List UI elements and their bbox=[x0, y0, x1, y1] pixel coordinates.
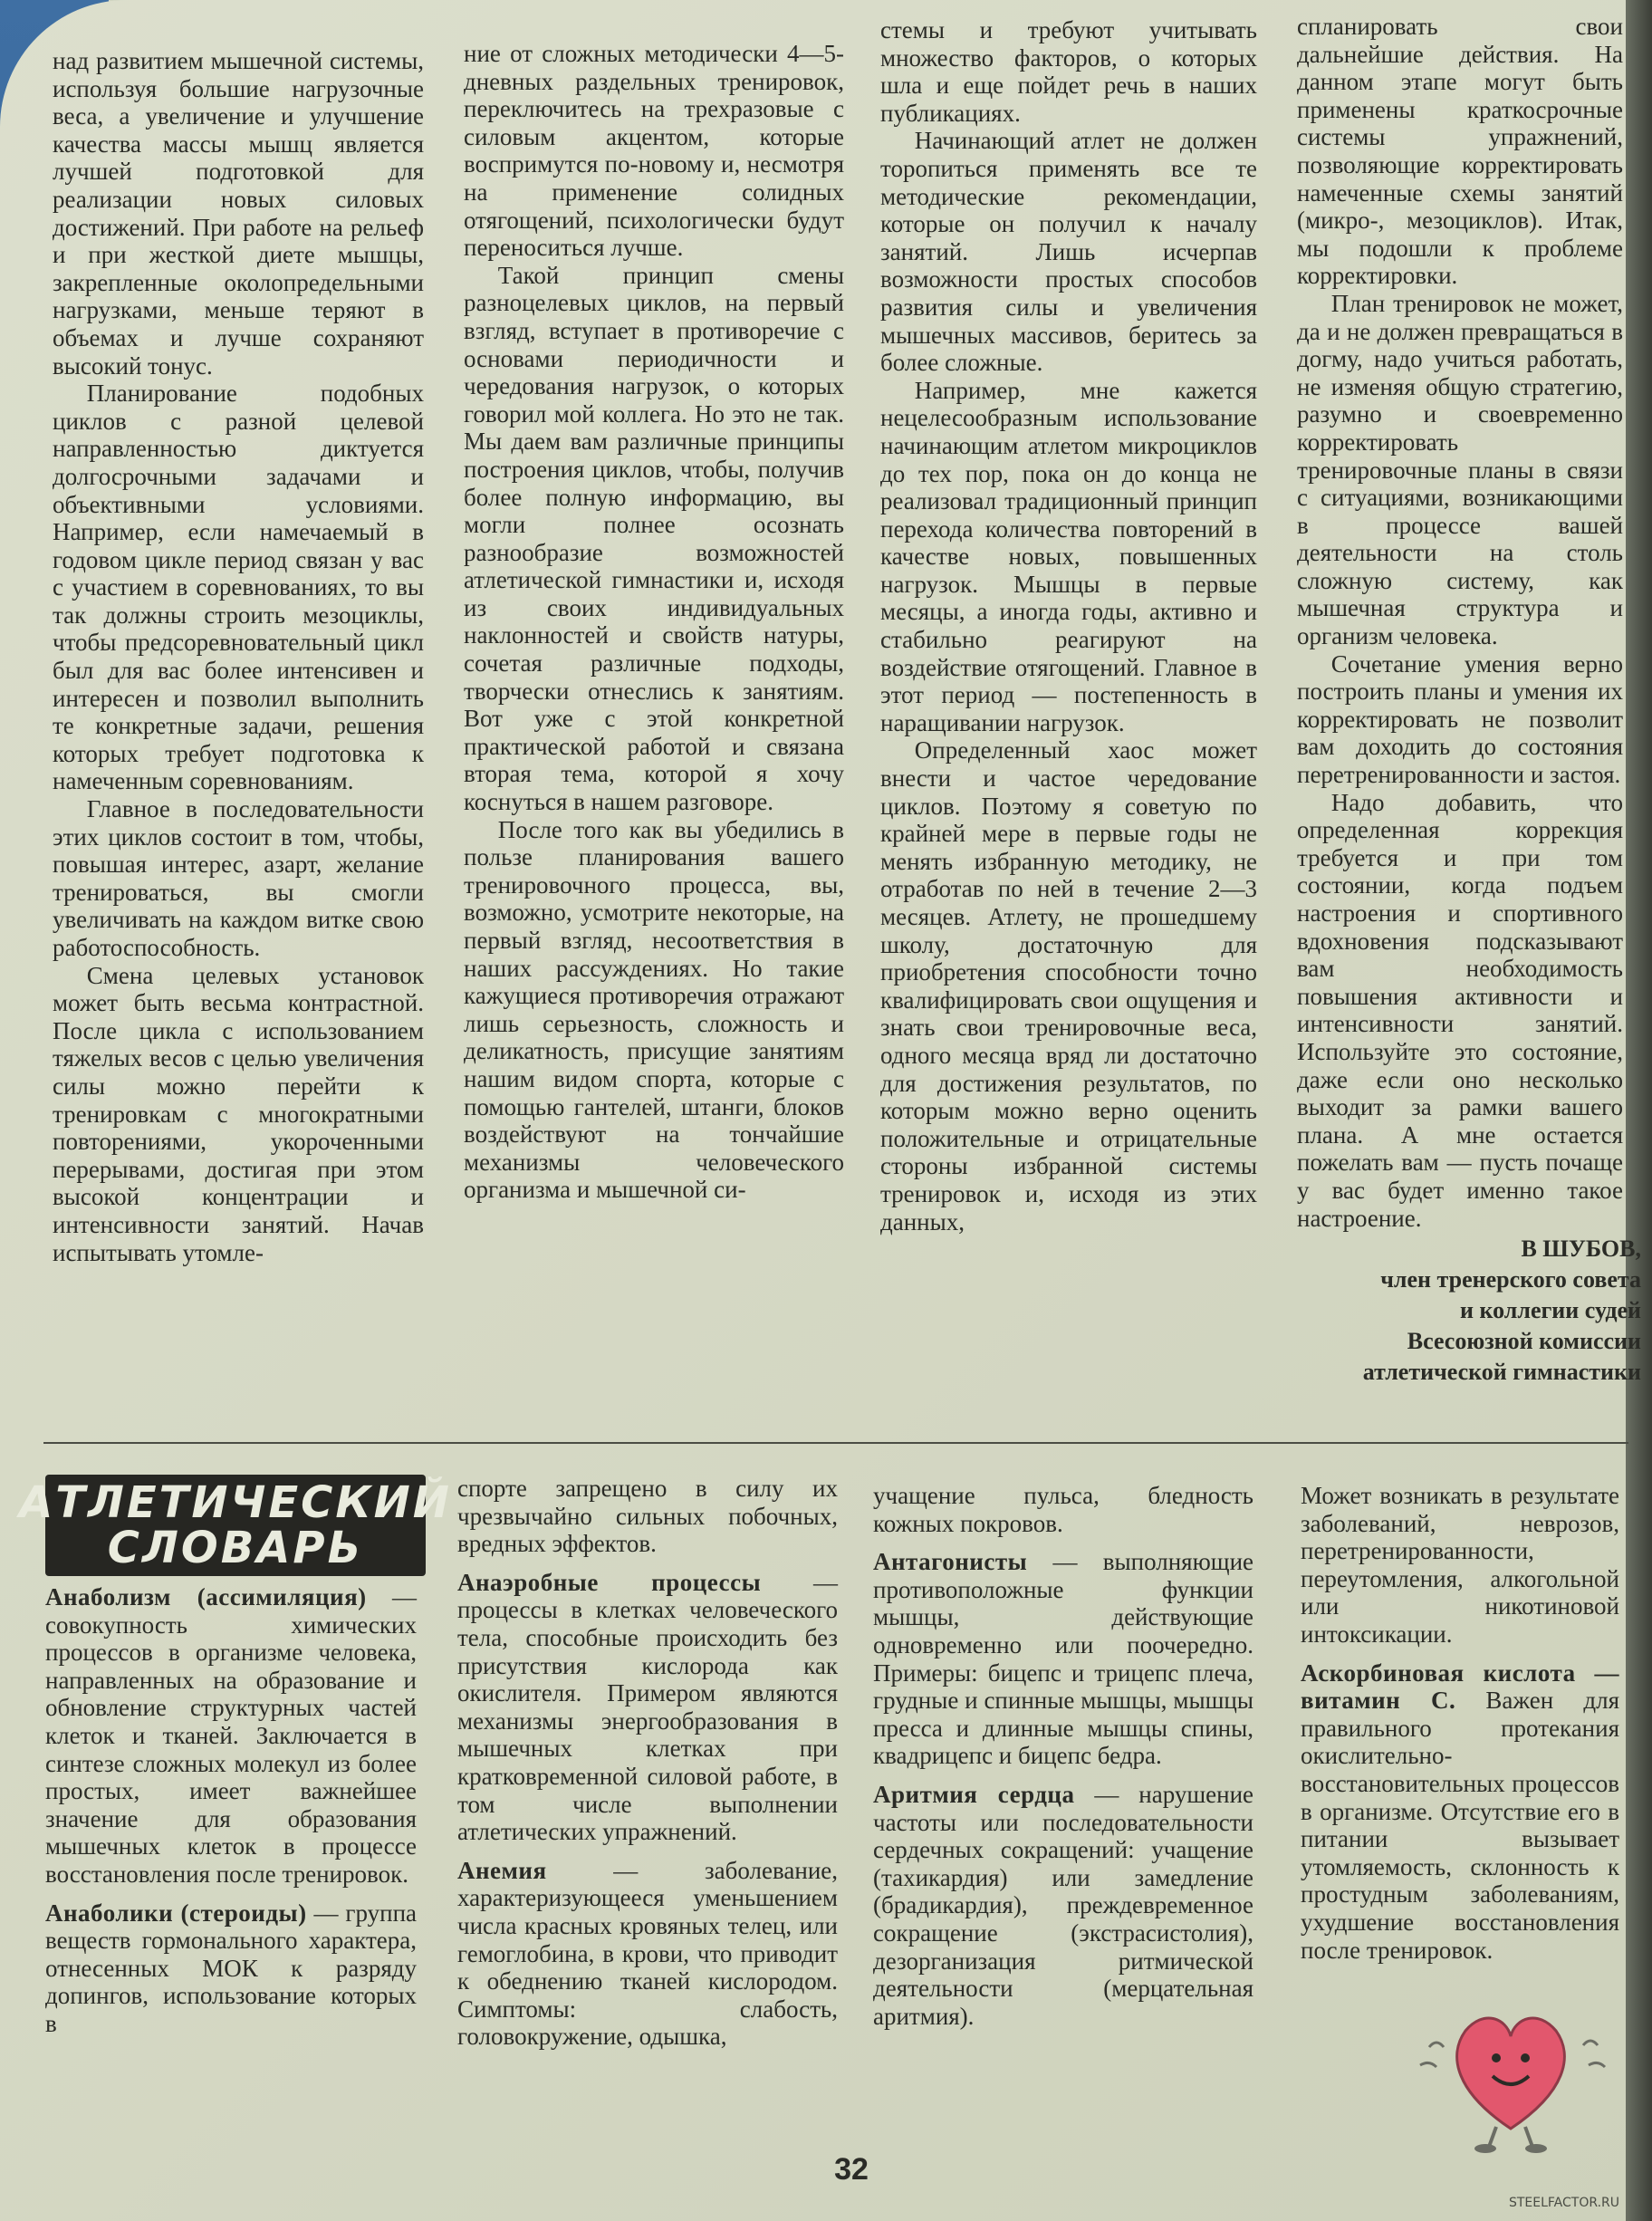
author-signature bbox=[1297, 1234, 1641, 1388]
dictionary-entry bbox=[873, 1482, 1253, 1537]
dictionary-term: Анаэробные процессы bbox=[457, 1568, 762, 1596]
dictionary-entry bbox=[45, 1899, 417, 2038]
dictionary-header bbox=[19, 1475, 452, 1576]
dictionary-definition: — выполняющие противоположные функции мышцы, действующие одновременно или поочередно. Примеры: бицепс и трицепс плеча, грудные и спинные мышцы, мышцы пресса и длинные мышцы спины, квадрицепс и бицепс бедра. bbox=[873, 1548, 1253, 1770]
binding-shadow bbox=[1626, 0, 1652, 2221]
dictionary-title-line: АТЛЕТИЧЕСКИЙ bbox=[19, 1477, 452, 1528]
article-column-3 bbox=[880, 16, 1257, 1366]
dictionary-column-3 bbox=[873, 1482, 1253, 2134]
dictionary-definition: — заболевание, характеризующееся уменьшением числа красных кровяных телец, или гемоглобина, в крови, что приводит к обеднению тканей кислородом. Симптомы: слабость, головокружение, одышка, bbox=[457, 1856, 838, 2051]
dictionary-column-1 bbox=[45, 1583, 417, 2118]
author-name: В ШУБОВ, bbox=[1521, 1235, 1641, 1262]
dictionary-definition: — процессы в клетках человеческого тела, способные происходить без присутствия кислорода как окислителя. Примером являются механизмы энергообразования в мышечных клетках при кратковременной силовой работе, в том числе выполнении атлетических упражнений. bbox=[457, 1568, 838, 1846]
paragraph: Например, мне кажется нецелесообразным использование начинающим атлетом микроциклов до тех пор, пока он до конца не реализовал традиционный принцип перехода количества повторений в качестве новых, повышенных нагрузок. Мышцы в первые месяцы, а иногда годы, активно и стабильно реагируют на воздействие отягощений. Главное в этот период — постепенность в наращивании нагрузок. bbox=[880, 376, 1257, 736]
dictionary-definition: Важен для правильного протекания окислительно-восстановительных процессов в организме. Отсутствие его в питании вызывает утомляемость, склонность к простудным заболеваниям, ухудшение восстановления после тренировок. bbox=[1301, 1687, 1619, 1964]
dictionary-definition: учащение пульса, бледность кожных покровов. bbox=[873, 1482, 1253, 1537]
paragraph: Определенный хаос может внести и частое чередование циклов. Поэтому я советую по крайней мере в первые годы не менять избранную методику, не отработав по ней в течение 2—3 месяцев. Атлету, не прошедшему школу, достаточную для приобретения способности точно квалифицировать свои ощущения и знать свои тренировочные веса, одного месяца вряд ли достаточно для достижения результатов, по которым можно верно оценить положительные и отрицательные стороны избранной системы тренировок и, исходя из этих данных, bbox=[880, 736, 1257, 1235]
heart-mascot-icon bbox=[1402, 1975, 1619, 2156]
dictionary-entry bbox=[457, 1857, 838, 2051]
dictionary-column-4 bbox=[1301, 1482, 1619, 1964]
article-column-4 bbox=[1297, 13, 1623, 1232]
dictionary-definition: — совокупность химических процессов в организме человека, направленных на образование и обновление структурных частей клеток и тканей. Заключается в синтезе сложных молекул из более простых, имеет важнейшее значение для образования мышечных клеток в процессе восстановления после тренировок. bbox=[45, 1583, 417, 1888]
dictionary-term: Анаболизм (ассимиляция) bbox=[45, 1583, 367, 1610]
dictionary-definition: спорте запрещено в силу их чрезвычайно сильных побочных, вредных эффектов. bbox=[457, 1475, 838, 1558]
dictionary-title-line: СЛОВАРЬ bbox=[107, 1523, 364, 1573]
paragraph: над развитием мышечной системы, используя большие нагрузочные веса, а увеличение и улучшение качества массы мышц является лучшей подготовкой для реализации новых силовых достижений. При работе на рельеф и при жесткой диете мышцы, закрепленные околопредельными нагрузками, меньше теряют в объемах и лучше сохраняют высокий тонус. bbox=[53, 47, 424, 380]
paragraph: План тренировок не может, да и не должен превращаться в догму, надо учиться работать, не изменяя общую стратегию, разумно и своевременно корректировать тренировочные планы в связи с ситуациями, возникающими в процессе вашей деятельности на столь сложную систему, как мышечная структура и организм человека. bbox=[1297, 289, 1623, 650]
heart-body bbox=[1457, 2018, 1565, 2129]
paragraph: Смена целевых установок может быть весьма контрастной. После цикла с использованием тяжелых весов с целью увеличения силы можно перейти к тренировкам с многократными повторениями, укороченными перерывами, достигая при этом высокой концентрации и интенсивности занятий. Начав испытывать утомле- bbox=[53, 961, 424, 1266]
dictionary-entry bbox=[873, 1781, 1253, 2030]
article-column-2 bbox=[464, 40, 844, 1366]
dictionary-entry bbox=[1301, 1659, 1619, 1965]
dictionary-entry bbox=[1301, 1482, 1619, 1649]
author-role-line: член тренерского совета bbox=[1380, 1266, 1641, 1293]
dictionary-definition: — группа веществ гормонального характера, отнесенных МОК к разряду допингов, использование которых в bbox=[45, 1899, 417, 2037]
dictionary-definition: Может возникать в результате заболеваний, неврозов, перетренированности, переутомления, алкогольной или никотиновой интоксикации. bbox=[1301, 1482, 1619, 1648]
paragraph: Надо добавить, что определенная коррекция требуется и при том состоянии, когда подъем настроения и спортивного вдохновения подсказывают вам необходимость повышения активности и интенсивности занятий. Используйте это состояние, даже если оно несколько выходит за рамки вашего плана. А мне остается пожелать вам — пусть почаще у вас будет именно такое настроение. bbox=[1297, 788, 1623, 1232]
dictionary-term: Аскорбиновая кислота — витамин С. bbox=[1301, 1659, 1619, 1715]
paragraph: Такой принцип смены разноцелевых циклов, на первый взгляд, вступает в противоречие с основами периодичности и чередования нагрузок, о которых говорил мой коллега. Но это не так. Мы даем вам различные принципы построения циклов, чтобы, получив более полную информацию, вы могли полнее осознать разнообразие возможностей атлетической гимнастики и, исходя из своих индивидуальных наклонностей и свойств натуры, сочетая различные подходы, творчески отнеслись к занятиям. Вот уже с этой конкретной практической работой и связана вторая тема, которой я хочу коснуться в нашем разговоре. bbox=[464, 261, 844, 816]
dictionary-definition: — нарушение частоты или последовательности сердечных сокращений: учащение (тахикардия) или замедление (брадикардия), преждевременное сокращение (экстрасистолия), дезорганизация ритмической деятельности (мерцательная аритмия). bbox=[873, 1780, 1254, 2030]
dictionary-entry bbox=[873, 1548, 1253, 1770]
dictionary-term: Анаболики (стероиды) bbox=[45, 1899, 307, 1927]
source-watermark: STEELFACTOR.RU bbox=[1508, 2196, 1619, 2210]
dictionary-term: Антагонисты bbox=[873, 1548, 1028, 1576]
dictionary-entry bbox=[457, 1475, 838, 1558]
section-divider bbox=[43, 1442, 1628, 1444]
article-column-1 bbox=[53, 47, 424, 1366]
dictionary-entry bbox=[457, 1569, 838, 1846]
paragraph: После того как вы убедились в пользе планирования вашего тренировочного процесса, вы, возможно, усмотрите некоторые, на первый взгляд, несоответствия в наших рассуждениях. Но такие кажущиеся противоречия отражают лишь серьезность, сложность и деликатность, присущие занятиям нашим видом спорта, которые с помощью гантелей, штанги, блоков воздействуют на тончайшие механизмы человеческого организма и мышечной си- bbox=[464, 815, 844, 1204]
paragraph: Планирование подобных циклов с разной целевой направленностью диктуется долгосрочными задачами и объективными условиями. Например, если намечаемый в годовом цикле период связан у вас с участием в соревнованиях, то вы так должны строить мезоциклы, чтобы предсоревновательный цикл был для вас более интенсивен и интересен и позволил выполнить те конкретные задачи, решения которых требует подготовка к намеченным соревнованиям. bbox=[53, 380, 424, 795]
page-number: 32 bbox=[834, 2152, 869, 2187]
paragraph: ние от сложных методически 4—5-дневных раздельных тренировок, переключитесь на трехразовые с силовым акцентом, которые воспримутся по-новому и, несмотря на применение солидных отягощений, психологически будут переноситься лучше. bbox=[464, 40, 844, 262]
paragraph: Начинающий атлет не должен торопиться применять все те методические рекомендации, которые он получил к началу занятий. Лишь исчерпав возможности простых способов развития силы и увеличения мышечных массивов, беритесь за более сложные. bbox=[880, 127, 1257, 377]
dictionary-entry bbox=[45, 1583, 417, 1889]
author-role-line: атлетической гимнастики bbox=[1362, 1359, 1641, 1385]
dictionary-term: Анемия bbox=[457, 1856, 547, 1884]
author-role-line: Всесоюзной комиссии bbox=[1407, 1328, 1641, 1354]
author-role-line: и коллегии судей bbox=[1460, 1297, 1641, 1323]
dictionary-term: Аритмия сердца bbox=[873, 1780, 1075, 1808]
dictionary-column-2 bbox=[457, 1475, 838, 2118]
paragraph: Главное в последовательности этих циклов состоит в том, чтобы, повышая интерес, азарт, желание тренироваться, вы смогли увеличивать на каждом витке свою работоспособность. bbox=[53, 795, 424, 961]
paragraph: спланировать свои дальнейшие действия. На данном этапе могут быть применены краткосрочные системы упражнений, позволяющие корректировать намеченные схемы занятий (микро-, мезоциклов). Итак, мы подошли к проблеме корректировки. bbox=[1297, 13, 1623, 290]
paragraph: стемы и требуют учитывать множество факторов, о которых шла и еще пойдет речь в наших публикациях. bbox=[880, 16, 1257, 127]
paragraph: Сочетание умения верно построить планы и умения их корректировать не позволит вам доходить до состояния перетренированности и застоя. bbox=[1297, 649, 1623, 789]
